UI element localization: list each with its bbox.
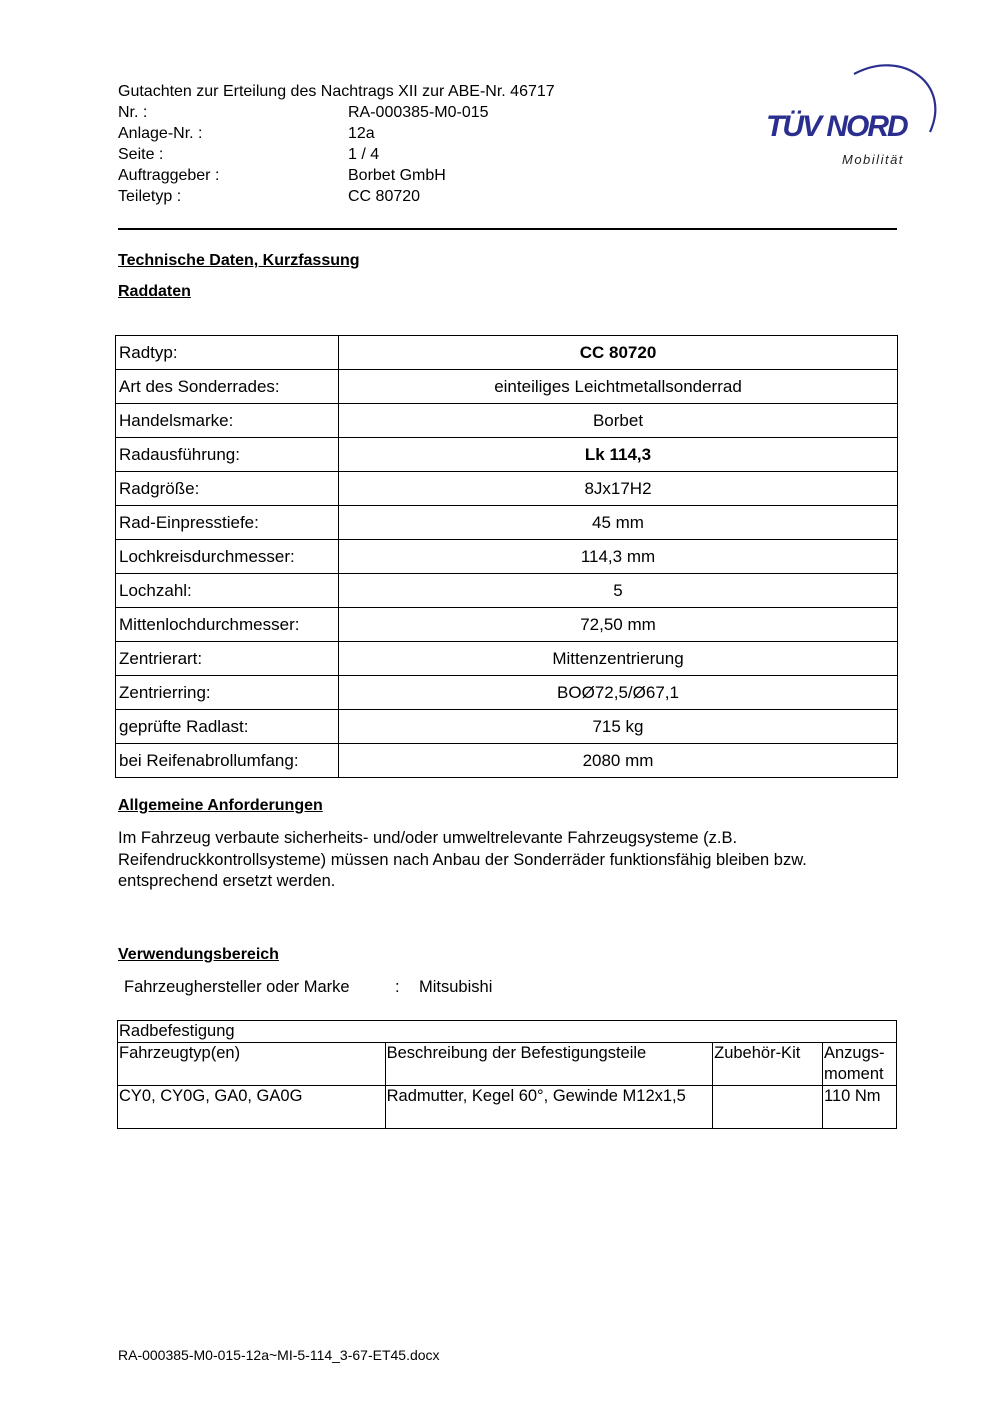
table-cell: 110 Nm [823, 1086, 897, 1129]
fastening-header-row [118, 1043, 897, 1086]
wheel-field-value: 72,50 mm [339, 608, 898, 642]
table-row [118, 1086, 897, 1129]
table-row [116, 540, 898, 574]
header-field-label: Teiletyp : [118, 188, 182, 205]
wheel-field-label: Lochkreisdurchmesser: [116, 540, 339, 574]
table-row [116, 744, 898, 778]
wheel-field-label: bei Reifenabrollumfang: [116, 744, 339, 778]
wheel-field-value: Lk 114,3 [339, 438, 898, 472]
logo-arc-icon [762, 56, 942, 176]
table-row [116, 710, 898, 744]
section-wheel-data: Raddaten [118, 283, 191, 300]
section-tech-summary: Technische Daten, Kurzfassung [118, 252, 360, 269]
section-general-requirements: Allgemeine Anforderungen [118, 797, 323, 814]
requirements-paragraph: Im Fahrzeug verbaute sicherheits- und/oder umweltrelevante Fahrzeugsysteme (z.B. Reifendruckkontrollsysteme) müssen nach Anbau der Sonderräder funktionsfähig bleiben bzw. entsprechend ersetzt werden. [118, 829, 807, 890]
header-field [118, 186, 718, 207]
table-row [116, 370, 898, 404]
table-row [116, 438, 898, 472]
table-row [116, 472, 898, 506]
svg-text:Mobilität: Mobilität [842, 152, 904, 167]
header-field-value: CC 80720 [348, 188, 421, 205]
table-row [116, 336, 898, 370]
tuv-nord-logo [762, 56, 942, 176]
table-cell: Radmutter, Kegel 60°, Gewinde M12x1,5 [385, 1086, 712, 1129]
wheel-data-table [115, 335, 898, 778]
manufacturer-value: Mitsubishi [419, 978, 493, 996]
wheel-field-label: Radgröße: [116, 472, 339, 506]
wheel-field-label: Zentrierring: [116, 676, 339, 710]
wheel-field-label: Radausführung: [116, 438, 339, 472]
table-row [116, 676, 898, 710]
column-header: Fahrzeugtyp(en) [118, 1043, 386, 1086]
document-header [118, 81, 718, 207]
header-field [118, 144, 718, 165]
wheel-field-value: BOØ72,5/Ø67,1 [339, 676, 898, 710]
fastening-title: Radbefestigung [118, 1021, 897, 1043]
wheel-field-label: Mittenlochdurchmesser: [116, 608, 339, 642]
wheel-field-value: 114,3 mm [339, 540, 898, 574]
document-title: Gutachten zur Erteilung des Nachtrags XII zur ABE-Nr. 46717 [118, 83, 555, 100]
table-cell: CY0, CY0G, GA0, GA0G [118, 1086, 386, 1129]
manufacturer-separator: : [395, 978, 400, 996]
column-header: Zubehör-Kit [713, 1043, 823, 1086]
fastening-table [117, 1020, 897, 1129]
wheel-field-value: 2080 mm [339, 744, 898, 778]
header-field [118, 165, 718, 186]
header-field [118, 102, 718, 123]
header-fields [118, 102, 718, 207]
table-row [116, 574, 898, 608]
wheel-field-label: Handelsmarke: [116, 404, 339, 438]
table-row [116, 642, 898, 676]
footer-filename: RA-000385-M0-015-12a~MI-5-114_3-67-ET45.docx [118, 1347, 440, 1363]
header-field [118, 123, 718, 144]
wheel-field-value: 45 mm [339, 506, 898, 540]
wheel-field-label: Zentrierart: [116, 642, 339, 676]
wheel-field-label: geprüfte Radlast: [116, 710, 339, 744]
wheel-field-value: 715 kg [339, 710, 898, 744]
wheel-field-value: Borbet [339, 404, 898, 438]
svg-text:TÜV NORD: TÜV NORD [766, 110, 907, 143]
header-field-label: Seite : [118, 146, 164, 163]
section-usage-area: Verwendungsbereich [118, 946, 279, 963]
table-row [116, 506, 898, 540]
wheel-field-label: Art des Sonderrades: [116, 370, 339, 404]
manufacturer-label: Fahrzeughersteller oder Marke [124, 978, 350, 996]
column-header: Beschreibung der Befestigungsteile [385, 1043, 712, 1086]
fastening-title-row [118, 1021, 897, 1043]
table-cell [713, 1086, 823, 1129]
header-field-label: Nr. : [118, 104, 148, 121]
table-row [116, 404, 898, 438]
header-field-value: Borbet GmbH [348, 167, 446, 184]
header-field-label: Anlage-Nr. : [118, 125, 203, 142]
wheel-field-value: 5 [339, 574, 898, 608]
wheel-field-value: CC 80720 [339, 336, 898, 370]
header-field-value: 12a [348, 125, 375, 142]
wheel-field-value: einteiliges Leichtmetallsonderrad [339, 370, 898, 404]
table-row [116, 608, 898, 642]
wheel-field-value: 8Jx17H2 [339, 472, 898, 506]
wheel-field-label: Radtyp: [116, 336, 339, 370]
wheel-field-label: Lochzahl: [116, 574, 339, 608]
wheel-field-value: Mittenzentrierung [339, 642, 898, 676]
header-divider [118, 228, 897, 230]
wheel-field-label: Rad-Einpresstiefe: [116, 506, 339, 540]
header-field-label: Auftraggeber : [118, 167, 220, 184]
header-field-value: 1 / 4 [348, 146, 380, 163]
column-header: Anzugs- moment [823, 1043, 897, 1086]
header-field-value: RA-000385-M0-015 [348, 104, 489, 121]
